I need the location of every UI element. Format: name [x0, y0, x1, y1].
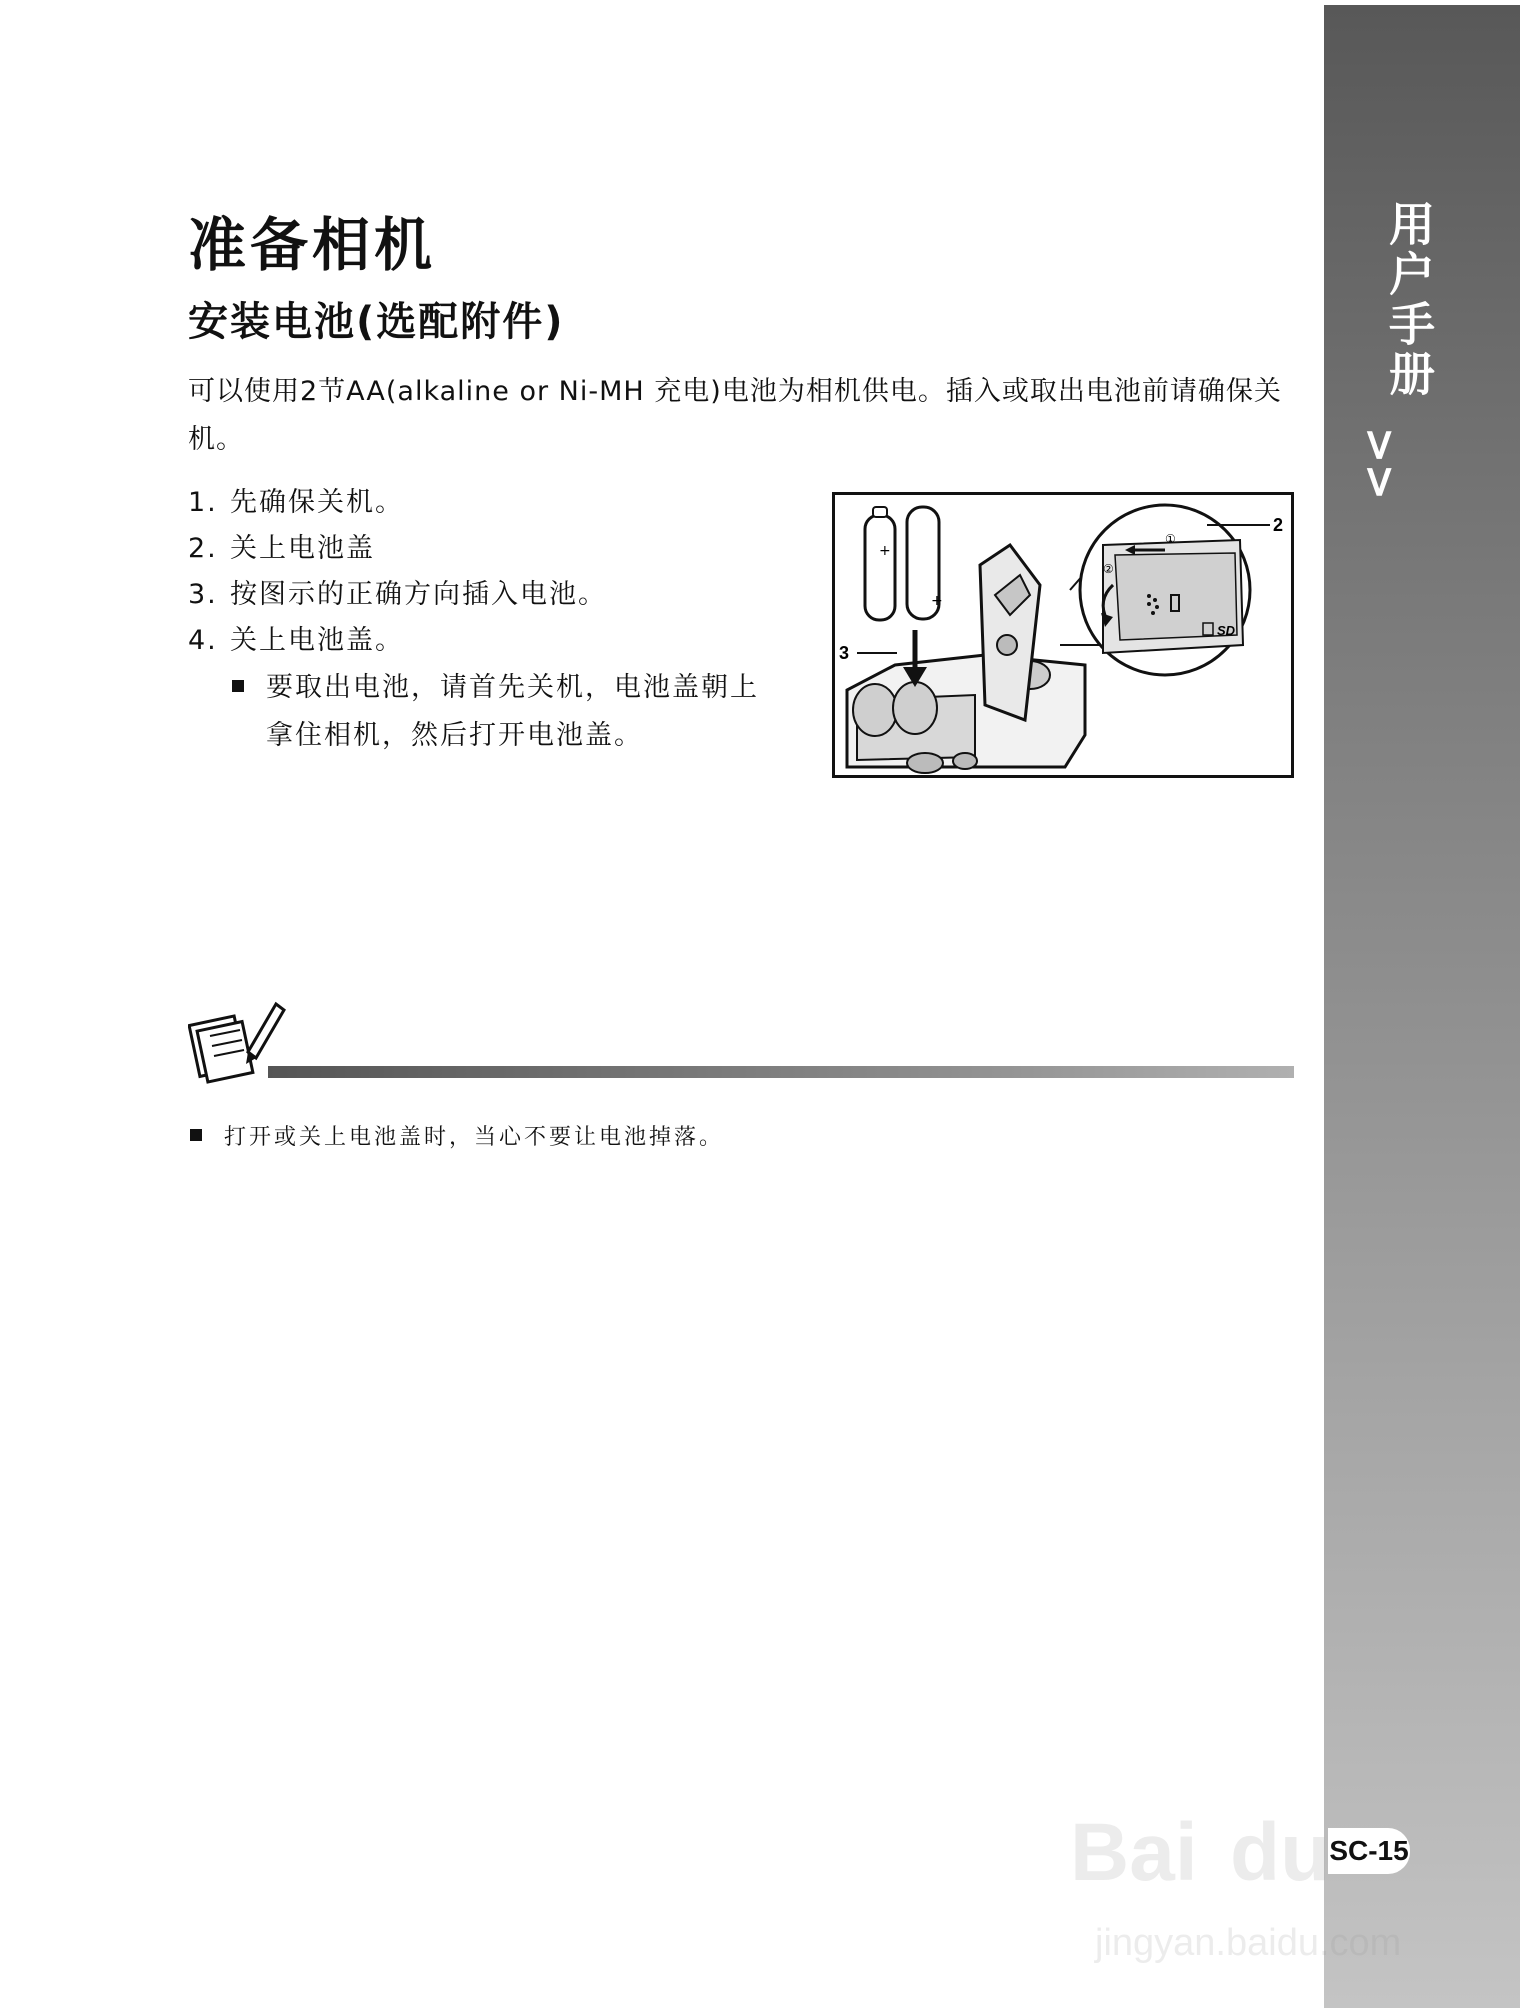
step-text: 关上电池盖。 [230, 625, 404, 656]
note-text: 打开或关上电池盖时，当心不要让电池掉落。 [224, 1125, 725, 1150]
step-item [188, 480, 808, 526]
svg-text:jingyan.baidu.com: jingyan.baidu.com [1095, 1922, 1402, 1964]
sub-note-text: 要取出电池，请首先关机，电池盖朝上拿住相机，然后打开电池盖。 [266, 672, 759, 751]
step-number: 3. [188, 579, 218, 610]
intro-paragraph: 可以使用2节AA(alkaline or Ni-MH 充电)电池为相机供电。插入或取出电池前请确保关机。 [188, 376, 1282, 455]
sd-card-label: SD [1217, 623, 1236, 638]
note [190, 1120, 1290, 1156]
page-title: 准备相机 [188, 211, 437, 279]
step-item [188, 572, 808, 618]
step-number: 4. [188, 625, 218, 656]
square-bullet-icon [190, 1129, 202, 1141]
step-item [188, 526, 808, 572]
svg-text:+: + [879, 543, 891, 559]
battery-install-illustration [835, 495, 1291, 775]
callout-step-1: ① [1165, 532, 1176, 546]
battery-install-figure [832, 492, 1294, 778]
square-bullet-icon [232, 680, 244, 692]
svg-text:Bai: Bai [1070, 1807, 1198, 1898]
section-title: 安装电池(选配附件) [188, 299, 565, 345]
note-divider [268, 1066, 1294, 1078]
step-text: 关上电池盖 [230, 533, 375, 564]
step-text: 先确保关机。 [230, 487, 404, 518]
callout-step-2: ② [1103, 562, 1114, 576]
side-tab-arrow: >> [1354, 426, 1406, 501]
step-item [188, 618, 808, 664]
steps-list [188, 480, 808, 664]
svg-text:du: du [1230, 1807, 1331, 1898]
step-number: 2. [188, 533, 218, 564]
page-number: SC-15 [1328, 1828, 1410, 1874]
callout-2: 2 [1273, 515, 1284, 535]
step-text: 按图示的正确方向插入电池。 [230, 579, 607, 610]
callout-3: 3 [839, 643, 850, 663]
side-tab-title: 用户手册 [1382, 200, 1436, 400]
sub-note [232, 664, 792, 760]
svg-text:+: + [931, 593, 943, 609]
step-number: 1. [188, 487, 218, 518]
